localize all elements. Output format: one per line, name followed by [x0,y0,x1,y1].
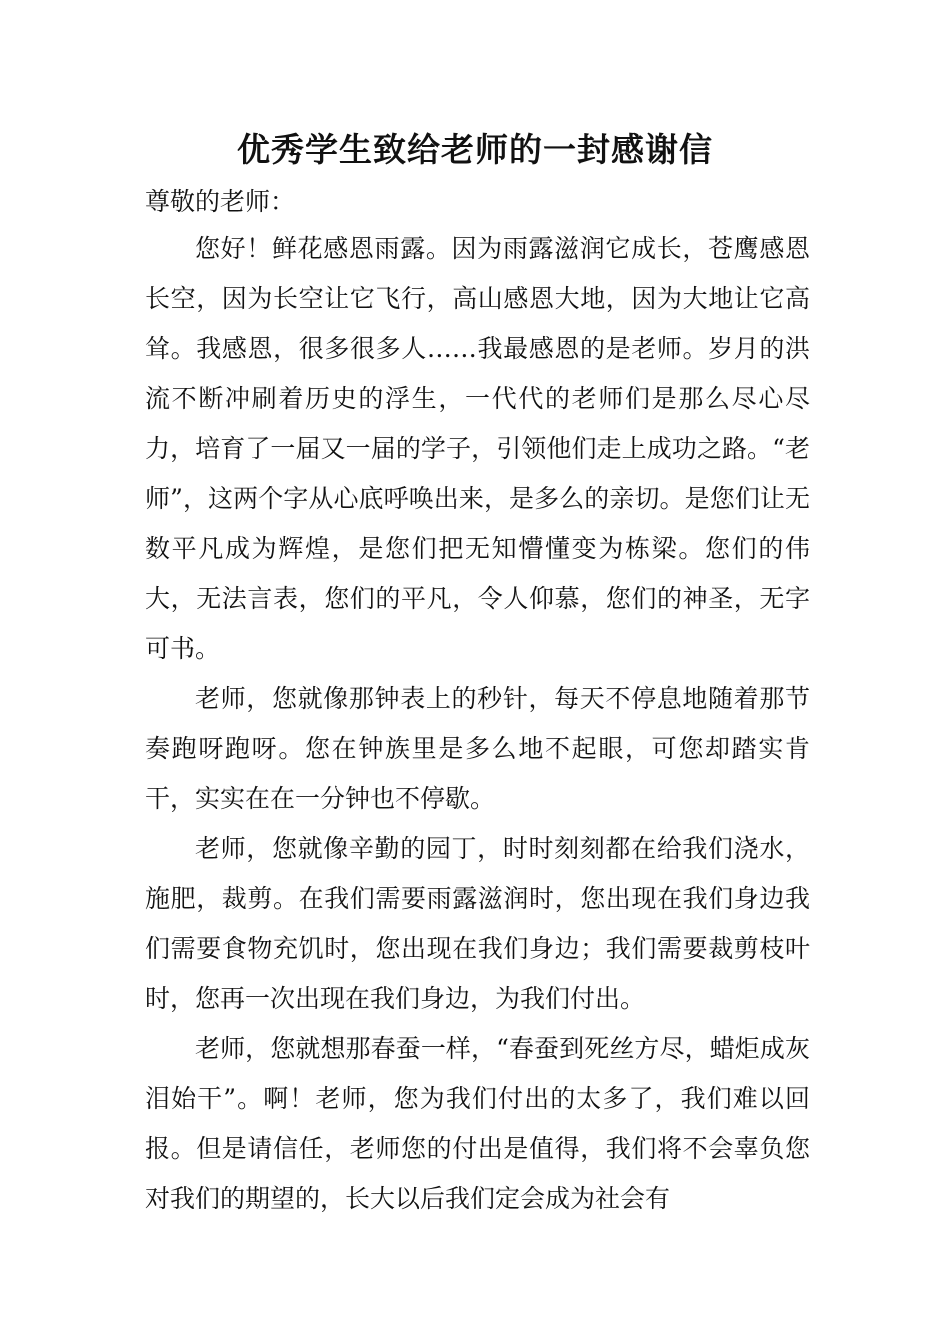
salutation: 尊敬的老师： [145,187,296,216]
paragraph-2: 老师，您就像那钟表上的秒针，每天不停息地随着那节奏跑呀跑呀。您在钟族里是多么地不起眼，可您却踏实肯干，实实在在一分钟也不停歇。 [145,684,810,813]
document-title: 优秀学生致给老师的一封感谢信 [237,130,713,169]
letter-body [145,180,810,1224]
paragraph-4: 老师，您就想那春蚕一样，“春蚕到死丝方尽，蜡炬成灰泪始干”。啊！老师，您为我们付出的太多了，我们难以回报。但是请信任，老师您的付出是值得，我们将不会辜负您对我们的期望的，长大以后我们定会成为社会有 [145,1034,810,1213]
paragraph-1: 您好！鲜花感恩雨露。因为雨露滋润它成长，苍鹰感恩长空，因为长空让它飞行，高山感恩大地，因为大地让它高耸。我感恩，很多很多人……我最感恩的是老师。岁月的洪流不断冲刷着历史的浮生，一代代的老师们是那么尽心尽力，培育了一届又一届的学子，引领他们走上成功之路。“老师”，这两个字从心底呼唤出来，是多么的亲切。是您们让无数平凡成为辉煌，是您们把无知懵懂变为栋梁。您们的伟大，无法言表，您们的平凡，令人仰慕，您们的神圣，无字可书。 [145,234,810,663]
paragraph-3: 老师，您就像辛勤的园丁，时时刻刻都在给我们浇水，施肥，裁剪。在我们需要雨露滋润时，您出现在我们身边我们需要食物充饥时，您出现在我们身边；我们需要裁剪枝叶时，您再一次出现在我们身边，为我们付出。 [145,834,810,1013]
